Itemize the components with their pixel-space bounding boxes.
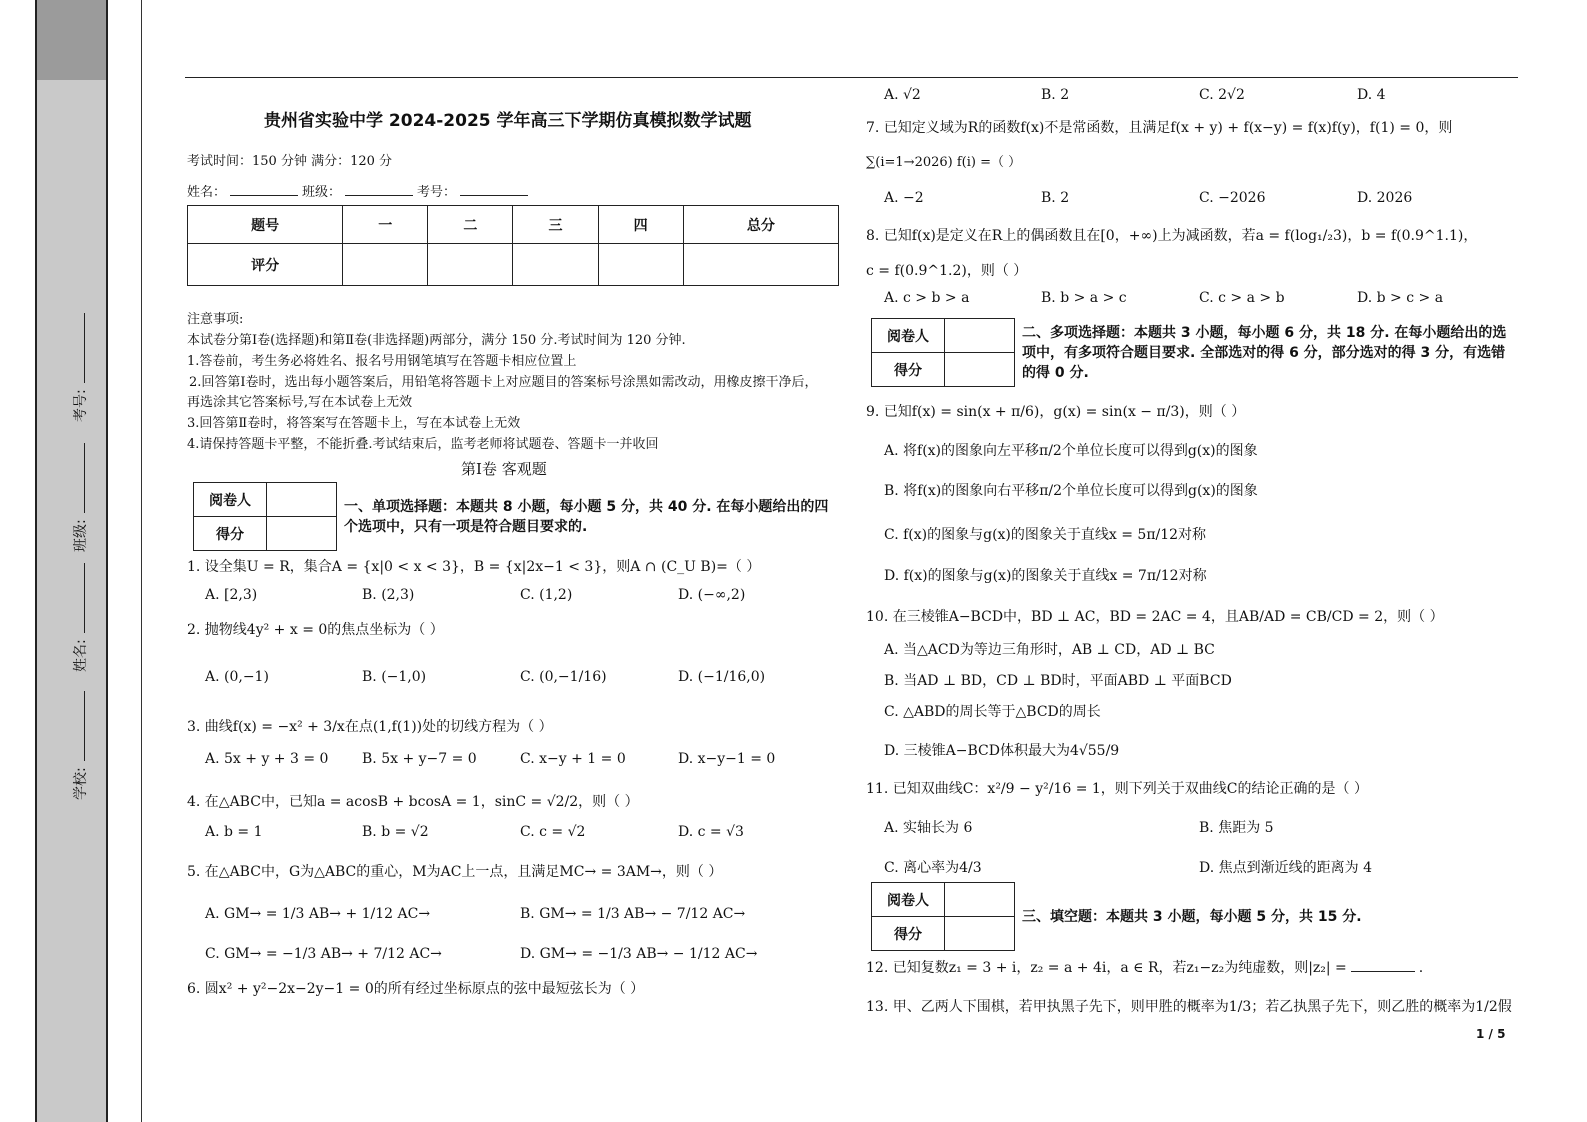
score-row-label: 评分 — [188, 244, 343, 286]
grader-score-label: 得分 — [194, 517, 267, 551]
grader-reviewer-cell[interactable] — [945, 319, 1015, 353]
q11-option-b: B. 焦距为 5 — [1199, 820, 1274, 836]
q7-option-d: D. 2026 — [1357, 190, 1413, 206]
score-cell[interactable] — [683, 244, 838, 286]
grader-score-label: 得分 — [872, 917, 945, 951]
page-number: 1 / 5 — [1476, 1027, 1506, 1041]
part1-title: 第Ⅰ卷 客观题 — [461, 460, 547, 478]
exam-info: 考试时间：150 分钟 满分：120 分 — [187, 154, 393, 169]
grader-box — [871, 318, 1015, 387]
binding-border-right — [106, 0, 108, 1122]
q11-option-a: A. 实轴长为 6 — [884, 820, 973, 836]
q6-option-d: D. 4 — [1357, 87, 1386, 103]
q11-stem: 11. 已知双曲线C：x²/9 − y²/16 = 1，则下列关于双曲线C的结论正确的是（ ） — [866, 781, 1368, 797]
q11-option-c: C. 离心率为4/3 — [884, 860, 982, 876]
q10-option-b: B. 当AD ⊥ BD，CD ⊥ BD时，平面ABD ⊥ 平面BCD — [884, 673, 1232, 689]
score-header-cell: 一 — [343, 206, 428, 244]
score-header-cell: 题号 — [188, 206, 343, 244]
q9-option-a: A. 将f(x)的图象向左平移π/2个单位长度可以得到g(x)的图象 — [884, 443, 1258, 459]
q5-stem: 5. 在△ABC中，G为△ABC的重心，M为AC上一点，且满足MC→ = 3AM→，则（ ） — [187, 864, 723, 880]
grader-reviewer-label: 阅卷人 — [872, 319, 945, 353]
q2-option-c: C. (0,−1/16) — [520, 669, 607, 685]
grader-score-cell[interactable] — [267, 517, 337, 551]
q9-option-c: C. f(x)的图象与g(x)的图象关于直线x = 5π/12对称 — [884, 527, 1207, 543]
margin-line — [141, 0, 142, 1122]
notes-heading: 注意事项: — [187, 312, 244, 327]
q7-option-a: A. −2 — [884, 190, 924, 206]
q7-option-b: B. 2 — [1041, 190, 1070, 206]
q1-option-b: B. (2,3) — [362, 587, 415, 603]
q5-option-c: C. GM→ = −1/3 AB→ + 7/12 AC→ — [205, 946, 442, 962]
grader-score-cell[interactable] — [945, 917, 1015, 951]
score-cell[interactable] — [428, 244, 513, 286]
q7-stem: 7. 已知定义域为R的函数f(x)不是常函数，且满足f(x + y) + f(x−y) = f(x)f(y)，f(1) = 0，则 — [866, 120, 1453, 136]
q2-option-d: D. (−1/16,0) — [678, 669, 766, 685]
notes-line: 再选涂其它答案标号,写在本试卷上无效 — [187, 395, 413, 410]
student-info-line: 姓名： 班级： 考号： — [187, 181, 532, 200]
binding-class: 班级: — [70, 443, 90, 552]
q2-stem: 2. 抛物线4y² + x = 0的焦点坐标为（ ） — [187, 622, 444, 638]
q2-option-b: B. (−1,0) — [362, 669, 427, 685]
notes-line: 3.回答第Ⅱ卷时，将答案写在答题卡上，写在本试卷上无效 — [187, 416, 521, 431]
score-header-cell: 总分 — [683, 206, 838, 244]
score-header-cell: 二 — [428, 206, 513, 244]
score-cell[interactable] — [598, 244, 683, 286]
q10-stem: 10. 在三棱锥A−BCD中，BD ⊥ AC，BD = 2AC = 4，且AB/AD = CB/CD = 2，则（ ） — [866, 609, 1444, 625]
section2-heading: 二、多项选择题：本题共 3 小题，每小题 6 分，共 18 分. 在每小题给出的选项中，有多项符合题目要求. 全部选对的得 6 分，部分选对的得 3 分，有选错的得 0 分. — [1022, 325, 1507, 381]
q3-option-d: D. x−y−1 = 0 — [678, 751, 776, 767]
q8-option-d: D. b > c > a — [1357, 290, 1444, 306]
q4-stem: 4. 在△ABC中，已知a = acosB + bcosA = 1，sinC = √2/2，则（ ） — [187, 794, 639, 810]
binding-school: 学校: — [70, 691, 90, 800]
q8-option-c: C. c > a > b — [1199, 290, 1285, 306]
section3-heading: 三、填空题：本题共 3 小题，每小题 5 分，共 15 分. — [1022, 909, 1362, 925]
q3-stem: 3. 曲线f(x) = −x² + 3/x在点(1,f(1))处的切线方程为（ ） — [187, 719, 553, 735]
page-title: 贵州省实验中学 2024-2025 学年高三下学期仿真模拟数学试题 — [264, 111, 752, 131]
q10-option-d: D. 三棱锥A−BCD体积最大为4√55/9 — [884, 743, 1120, 759]
q3-option-a: A. 5x + y + 3 = 0 — [205, 751, 329, 767]
binding-strip — [36, 0, 106, 1122]
q3-option-c: C. x−y + 1 = 0 — [520, 751, 626, 767]
q1-option-a: A. [2,3) — [205, 587, 258, 603]
q12-answer-blank[interactable] — [1351, 971, 1415, 972]
grader-score-label: 得分 — [872, 353, 945, 387]
header-rule — [185, 77, 1518, 78]
q11-option-d: D. 焦点到渐近线的距离为 4 — [1199, 860, 1372, 876]
notes-line: 1.答卷前，考生务必将姓名、报名号用钢笔填写在答题卡相应位置上 — [187, 354, 577, 369]
binding-border-left — [35, 0, 37, 1122]
q10-option-c: C. △ABD的周长等于△BCD的周长 — [884, 704, 1101, 720]
q7-option-c: C. −2026 — [1199, 190, 1266, 206]
notes-line: 2.回答第Ⅰ卷时，选出每小题答案后，用铅笔将答题卡上对应题目的答案标号涂黑如需改动，用橡皮擦干净后， — [189, 375, 818, 390]
notes-line: 4.请保持答题卡平整，不能折叠.考试结束后，监考老师将试题卷、答题卡一并收回 — [187, 437, 659, 452]
q8-option-a: A. c > b > a — [884, 290, 970, 306]
q1-option-c: C. (1,2) — [520, 587, 573, 603]
score-header-cell: 三 — [513, 206, 598, 244]
q12-stem: 12. 已知复数z₁ = 3 + i，z₂ = a + 4i，a ∈ R，若z₁−z₂为纯虚数，则|z₂| = . — [866, 960, 1424, 976]
grader-reviewer-label: 阅卷人 — [872, 883, 945, 917]
q10-option-a: A. 当△ACD为等边三角形时，AB ⊥ CD，AD ⊥ BC — [884, 642, 1215, 658]
q7-stem-sum: ∑(i=1→2026) f(i) =（ ） — [866, 155, 1022, 170]
q4-option-b: B. b = √2 — [362, 824, 429, 840]
grader-box — [871, 882, 1015, 951]
q1-stem: 1. 设全集U = R，集合A = {x|0 < x < 3}，B = {x|2x−1 < 3}，则A ∩ (C_U B)=（ ） — [187, 559, 761, 575]
q9-option-b: B. 将f(x)的图象向右平移π/2个单位长度可以得到g(x)的图象 — [884, 483, 1258, 499]
q1-option-d: D. (−∞,2) — [678, 587, 746, 603]
binding-exam-no: 考号: — [70, 313, 90, 422]
grader-reviewer-cell[interactable] — [945, 883, 1015, 917]
q4-option-c: C. c = √2 — [520, 824, 586, 840]
q5-option-a: A. GM→ = 1/3 AB→ + 1/12 AC→ — [205, 906, 431, 922]
section1-heading: 一、单项选择题：本题共 8 小题，每小题 5 分，共 40 分. 在每小题给出的四个选项中，只有一项是符合题目要求的. — [344, 499, 829, 535]
q5-option-d: D. GM→ = −1/3 AB→ − 1/12 AC→ — [520, 946, 758, 962]
q8-stem: 8. 已知f(x)是定义在R上的偶函数且在[0，+∞)上为减函数，若a = f(log₁/₂3)，b = f(0.9^1.1)， — [866, 228, 1478, 244]
binding-name: 姓名: — [70, 563, 90, 672]
q2-option-a: A. (0,−1) — [205, 669, 269, 685]
grader-box — [193, 482, 337, 551]
q6-option-a: A. √2 — [884, 87, 921, 103]
q6-stem: 6. 圆x² + y²−2x−2y−1 = 0的所有经过坐标原点的弦中最短弦长为（ ） — [187, 981, 645, 997]
q4-option-d: D. c = √3 — [678, 824, 744, 840]
score-cell[interactable] — [513, 244, 598, 286]
q13-stem: 13. 甲、乙两人下围棋，若甲执黑子先下，则甲胜的概率为1/3；若乙执黑子先下，则乙胜的概率为1/2假 — [866, 999, 1512, 1015]
binding-header-block — [36, 0, 106, 80]
q8-stem-cont: c = f(0.9^1.2)，则（ ） — [866, 263, 1028, 279]
q4-option-a: A. b = 1 — [205, 824, 263, 840]
score-cell[interactable] — [343, 244, 428, 286]
q5-option-b: B. GM→ = 1/3 AB→ − 7/12 AC→ — [520, 906, 746, 922]
q8-option-b: B. b > a > c — [1041, 290, 1127, 306]
grader-reviewer-cell[interactable] — [267, 483, 337, 517]
score-table — [187, 205, 839, 286]
score-header-cell: 四 — [598, 206, 683, 244]
q3-option-b: B. 5x + y−7 = 0 — [362, 751, 477, 767]
notes-line: 本试卷分第Ⅰ卷(选择题)和第Ⅱ卷(非选择题)两部分，满分 150 分.考试时间为 120 分钟. — [187, 333, 686, 348]
grader-reviewer-label: 阅卷人 — [194, 483, 267, 517]
q9-stem: 9. 已知f(x) = sin(x + π/6)，g(x) = sin(x − π/3)，则（ ） — [866, 404, 1246, 420]
q6-option-b: B. 2 — [1041, 87, 1070, 103]
grader-score-cell[interactable] — [945, 353, 1015, 387]
q6-option-c: C. 2√2 — [1199, 87, 1245, 103]
q9-option-d: D. f(x)的图象与g(x)的图象关于直线x = 7π/12对称 — [884, 568, 1207, 584]
